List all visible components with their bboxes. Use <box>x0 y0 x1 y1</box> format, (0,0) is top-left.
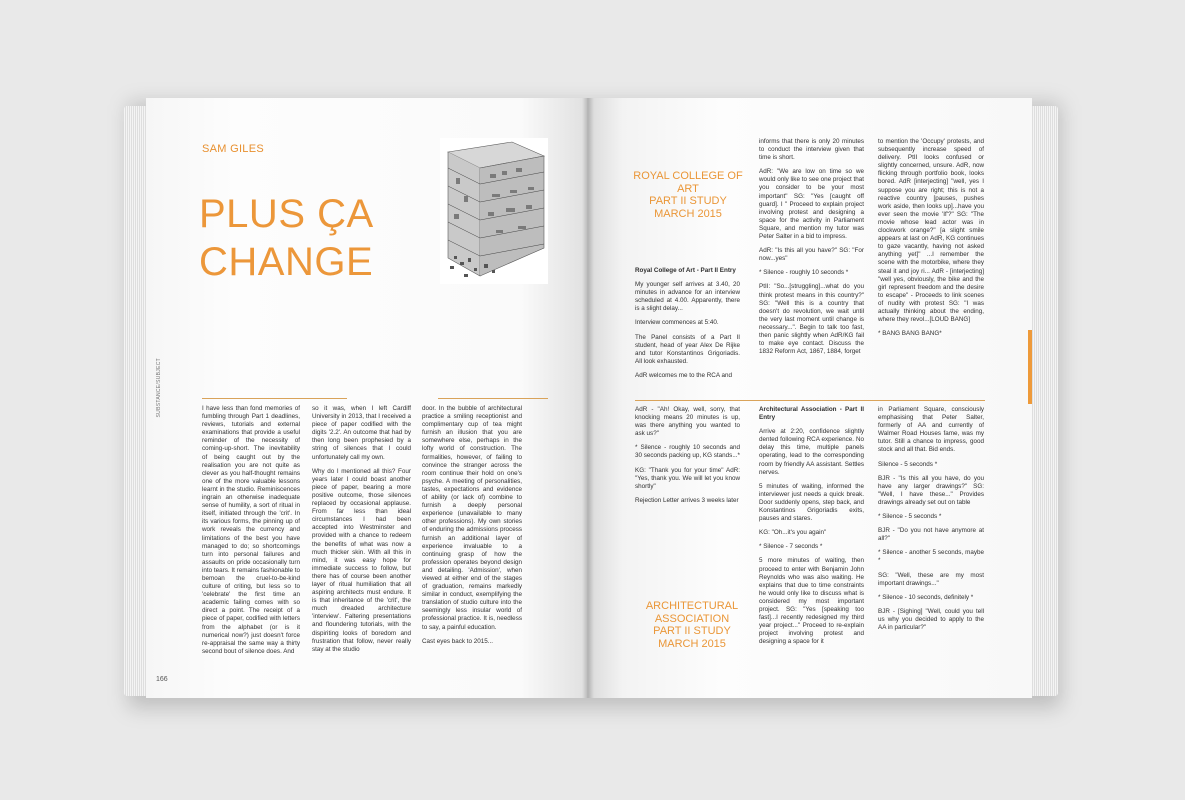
paragraph: KG: "Oh...it's you again" <box>759 529 827 537</box>
paragraph: BJR - [Sighing] "Well, could you tell us why you decided to apply to the AA in particular?" <box>878 607 984 631</box>
heading-line: ROYAL COLLEGE OF <box>633 170 743 182</box>
aa-subheading: Architectural Association - Part II Entry <box>759 406 864 422</box>
paragraph: Cast eyes back to 2015... <box>422 637 494 645</box>
paragraph: * Silence - another 5 seconds, maybe * <box>878 549 984 565</box>
paragraph: PtII: "So...[struggling]...what do you think protest means in this country?" SG: "Well this is a country that doesn't do revolution, we wait until the very last moment until change is necessary...". Begin to talk too fast, then panic slightly when AdR/KG fail to make eye contact. Discuss the 1832 Reform Act, 1867, 1884, forget <box>759 283 864 356</box>
paragraph: 5 more minutes of waiting, then proceed to enter with Benjamin John Reynolds who was also waiting. He explains that due to time constraints he would only like to discuss what is considered my most important project. SG: "Yes [speaking too fast]...I recently redesigned my third year project..." Proceed to re-explain project involving protest and designing a space for it <box>759 557 864 646</box>
paragraph: AdR welcomes me to the RCA and <box>635 371 732 379</box>
right-page <box>587 98 1032 698</box>
paragraph: Rejection Letter arrives 3 weeks later <box>635 496 739 504</box>
paragraph: BJR - "Is this all you have, do you have any larger drawings?" SG: "Well, I have these..." Provides drawings already set out on table <box>878 474 984 506</box>
column-rule <box>438 398 548 399</box>
left-page <box>146 98 587 698</box>
section-rule <box>635 400 985 401</box>
column-rule <box>202 398 347 399</box>
paragraph: so it was, when I left Cardiff University in 2013, that I received a piece of paper codified with the digits '2.2'. An outcome that had by then long been prophesied by a string of silences that I could unfortunately call my own. <box>312 405 411 461</box>
paragraph: KG: "Thank you for your time" AdR: "Yes, thank you. We will let you know shortly" <box>635 466 740 490</box>
paragraph: SG: "Well, these are my most important drawings..." <box>878 571 984 587</box>
paragraph: Arrive at 2:20, confidence slightly dented following RCA experience. No delay this time, multiple panels operating, lead to the corresponding room by friendly AA assistant. Settles nerves. <box>759 428 864 476</box>
rca-section-heading <box>633 170 743 220</box>
paragraph: door. In the bubble of architectural practice a smiling receptionist and complimentary cup of tea might furnish an illusion that you are somewhere else, perhaps in the lofty world of construction. The formalities, however, of failing to convince the stranger across the room continue their hold on one's psyche. A meeting of personalities, tastes, expectations and evidence of ability (or lack of) combine to furnish a deeply personal experience (unavailable to many other professions). My own stories of enduring the admissions process furnish an additional layer of experience invaluable to a continuing grasp of how the profession operates beyond design and detailing. 'Admission', when viewed at either end of the stages of graduation, remains markedly similar in conduct, exemplifying the translation of studio culture into the seemingly less insular world of professional practice. It is, needless to say, a painful education. <box>422 405 522 631</box>
paragraph: Interview commences at 5:40. <box>635 319 719 327</box>
rca-column-2 <box>759 138 864 362</box>
paragraph: to mention the 'Occupy' protests, and subsequently increase speed of delivery. PtII looks confused or slightly concerned, unsure. AdR, now flicking through portfolio book, looks bored. AdR [interjecting] "well, yes I suppose you are right; this is not a reactive country [pauses, pushes work aside, then looks up]...have you ever seen the movie 'If'?" SG: "The movie whose lead actor was in clockwork orange?" [a slight smile appears at last on AdR, KG continues to gaze vacantly, having not asked anything yet]" ...I remember the scene with the motorbike, where they steal it and joy ri... AdR - [interjecting] "well yes, obviously, the bike and the girl represent freedom and the desire to escape" - Proceeds to link scenes of nudity with protest SG: "I was actually thinking about the ending, where they revol...[LOUD BANG] <box>878 138 984 324</box>
paragraph: * Silence - 5 seconds * <box>878 513 942 521</box>
paragraph: 5 minutes of waiting, informed the interviewer just needs a quick break. Door suddenly opens, step back, and Konstantinos Grigoriadis exits, pauses and stares. <box>759 482 864 523</box>
paragraph: AdR: "We are low on time so we would only like to see one project that you consider to be your most important" SG: "Yes [caught off guard]. I " Proceed to explain project involving protest and designing a space for the activity in Parliament Square, and mention my tutor was Peter Salter in a bid to impress. <box>759 168 865 241</box>
heading-line: PART II STUDY <box>649 195 727 207</box>
heading-line: ART <box>677 182 699 195</box>
aa-section-heading <box>637 600 747 650</box>
rca-column-3 <box>878 138 984 344</box>
paragraph: I have less than fond memories of fumbling through Part 1 deadlines, reviews, tutorials and external examinations that provide a useful reminder of the necessity of coming-up-short. The inevitability of being caught out by the realisation you are not quite as clever as you half-thought remains one of the more valuable lessons learnt in the studio. Reminiscences ingrain an otherwise inadequate sense of humility, a sort of ritual in itself, initiated through the 'crit'. In its various forms, the pinning up of work reveals the currency and limitations of the best you have managed to do; so shortcomings turn into personal failures and assaults on pride occasionally turn into tears. It remains fashionable to bemoan the cruel-to-be-kind culture of criting, but less so to 'celebrate' the first time an academic failing comes with so direct a point. The receipt of a piece of paper, codified with letters from the alphabet (or is it numerical now?) just doesn't force re-appraisal the same way a thirty second bout of silence does. And <box>202 405 301 655</box>
page-edges-right <box>1028 106 1058 696</box>
paragraph: * Silence - roughly 10 seconds and 30 seconds packing up, KG stands...* <box>635 444 741 460</box>
paragraph: BJR - "Do you not have anymore at all?" <box>878 527 984 543</box>
author-byline: SAM GILES <box>202 143 264 155</box>
headline-line-2: CHANGE <box>199 240 374 284</box>
paragraph: AdR - "Ah! Okay, well, sorry, that knocking means 20 minutes is up, was there anything you wanted to ask us?" <box>635 406 740 438</box>
heading-line: ASSOCIATION <box>654 612 730 625</box>
architecture-model-image <box>440 138 548 284</box>
heading-line: MARCH 2015 <box>658 637 726 650</box>
headline-line-1: PLUS ÇA <box>199 192 374 236</box>
paragraph: My younger self arrives at 3.40, 20 minutes in advance for an interview scheduled at 4.00. Apparently, there is a slight delay... <box>635 281 740 313</box>
aa-column-2 <box>878 406 984 638</box>
article-headline <box>199 190 429 286</box>
paragraph: AdR: "Is this all you have?" SG: "For now...yes" <box>759 247 864 263</box>
orange-edge-tab <box>1028 330 1032 404</box>
paragraph: in Parliament Square, consciously emphasising that Peter Salter, formerly of AA and currently of Walmer Road Houses fame, was my tutor. Still a chance to impress, good stock and all that. Bid ends. <box>878 406 984 454</box>
rca-column-1 <box>635 267 740 386</box>
article-column-2 <box>312 405 411 660</box>
aa-column-1 <box>759 406 864 652</box>
article-column-1 <box>202 405 300 662</box>
paragraph: * Silence - 7 seconds * <box>759 543 823 551</box>
paragraph: Why do I mentioned all this? Four years later I could boast another piece of paper, bearing a more positive outcome, those silences replaced by occasional applause. From far less than ideal circumstances I had been accepted into Westminster and provided with a chance to redeem the benefits of what was now a much thicker skin. With all this in mind, it was easy hope for immediate success to follow, but there has of course been another layer of ritual humiliation that all aspiring architects must endure. It is that inheritance of the 'crit', the much dreaded architecture 'interview'. Faltering presentations and floundering tutorials, with the dispiriting looks of boredom and frustration that follow, never really stay at the studio <box>312 467 411 653</box>
paragraph: Silence - 5 seconds * <box>878 460 938 468</box>
paragraph: * Silence - 10 seconds, definitely * <box>878 593 974 601</box>
spine-gutter <box>582 98 594 698</box>
paragraph: The Panel consists of a Part II student, head of year Alex De Rijke and tutor Konstantinos Grigoriadis. All look exhausted. <box>635 333 740 365</box>
vertical-section-label: SUBSTANCE/SUBJECT <box>156 358 162 418</box>
heading-line: ARCHITECTURAL <box>645 600 739 612</box>
page-number: 166 <box>156 676 168 683</box>
paragraph: * Silence - roughly 10 seconds * <box>759 269 849 277</box>
heading-line: PART II STUDY <box>653 625 731 637</box>
article-column-3 <box>422 405 522 652</box>
rca-outcome-column <box>635 406 740 511</box>
heading-line: MARCH 2015 <box>654 207 722 220</box>
rca-subheading: Royal College of Art - Part II Entry <box>635 267 736 274</box>
paragraph: informs that there is only 20 minutes to conduct the interview given that time is short. <box>759 138 864 162</box>
paragraph: * BANG BANG BANG* <box>878 330 942 338</box>
